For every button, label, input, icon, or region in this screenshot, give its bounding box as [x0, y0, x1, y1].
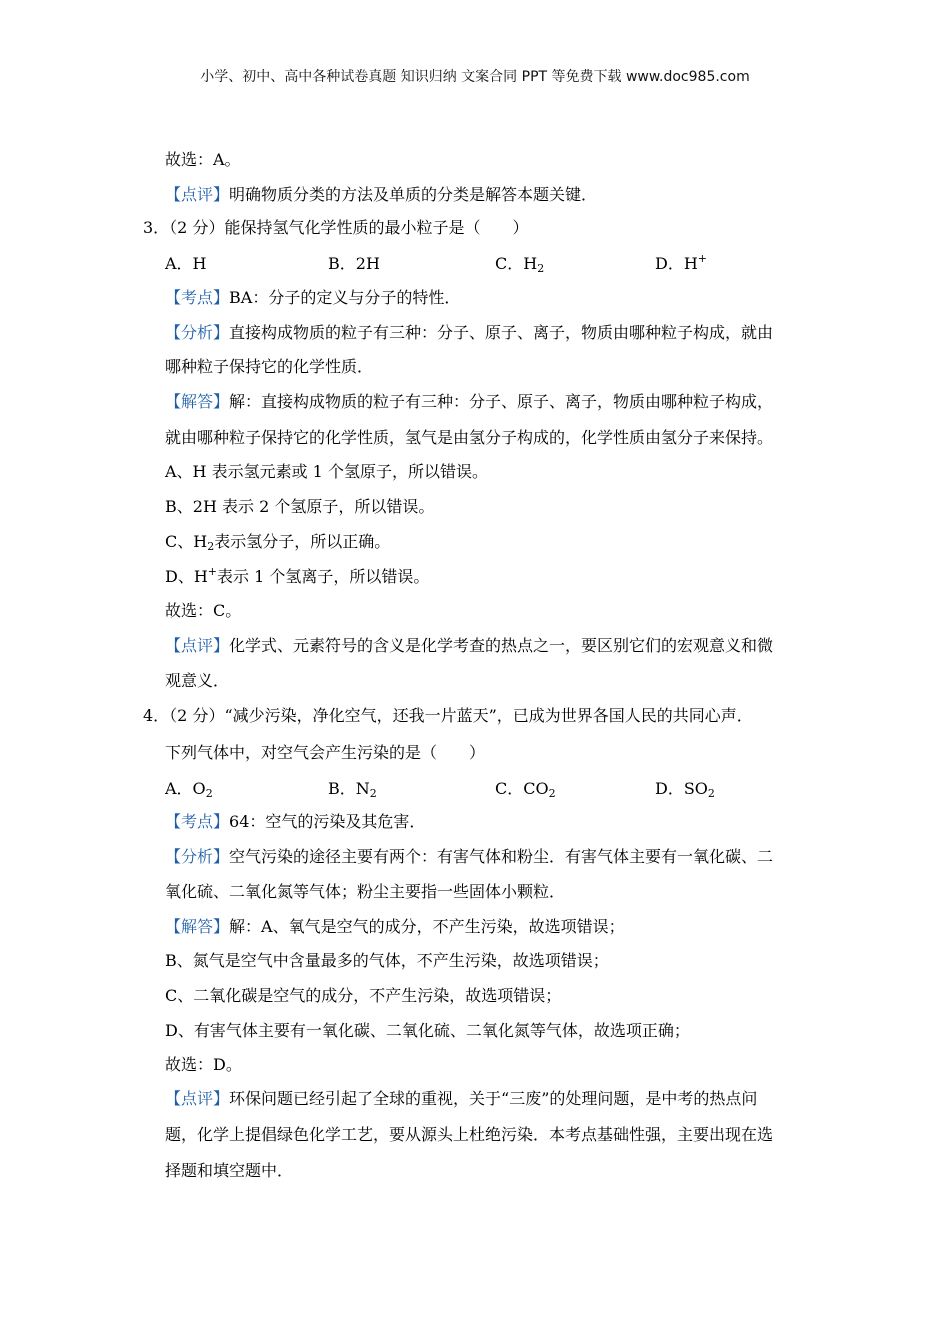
question-3-stem: 3．（2 分）能保持氢气化学性质的最小粒子是（ ）	[143, 218, 529, 237]
comment-tag: 【点评】	[165, 185, 230, 204]
prev-comment: 【点评】明确物质分类的方法及单质的分类是解答本题关键．	[165, 185, 598, 204]
q4-line-b: B、氮气是空气中含量最多的气体，不产生污染，故选项错误；	[165, 951, 609, 970]
option-c: C．$H_2$	[495, 254, 545, 275]
q4-dianping-2: 题，化学上提倡绿色化学工艺，要从源头上杜绝污染．本考点基础性强，主要出现在选	[165, 1125, 774, 1144]
q4-answer: 故选：D。	[165, 1055, 242, 1074]
option-a: A．$O_2$	[165, 779, 213, 800]
q4-fenxi-2: 氧化硫、二氧化氮等气体；粉尘主要指一些固体小颗粒．	[165, 882, 566, 901]
q3-line-c: C、$H_2$表示氢分子，所以正确。	[165, 532, 391, 553]
option-a: A．H	[165, 254, 207, 273]
q4-kaodian: 【考点】64：空气的污染及其危害．	[165, 812, 426, 831]
option-b: B．2H	[328, 254, 380, 273]
q3-kaodian: 【考点】BA：分子的定义与分子的特性．	[165, 288, 461, 307]
q3-fenxi-2: 哪种粒子保持它的化学性质．	[165, 357, 374, 376]
q4-line-d: D、有害气体主要有一氧化碳、二氧化硫、二氧化氮等气体，故选项正确；	[165, 1021, 690, 1040]
page-header: 小学、初中、高中各种试卷真题 知识归纳 文案合同 PPT 等免费下载 www.doc985.com	[200, 69, 750, 85]
option-c: C．$CO_2$	[495, 779, 556, 800]
prev-answer: 故选：A。	[165, 150, 241, 169]
question-4-stem-2: 下列气体中，对空气会产生污染的是（ ）	[165, 743, 486, 762]
q3-fenxi-1: 【分析】直接构成物质的粒子有三种：分子、原子、离子，物质由哪种粒子构成，就由	[165, 323, 774, 342]
question-4-stem-1: 4．（2 分）“减少污染，净化空气，还我一片蓝天”，已成为世界各国人民的共同心声．	[143, 706, 753, 725]
option-d: D．H+	[655, 252, 708, 273]
option-d: D．$SO_2$	[655, 779, 715, 800]
q4-fenxi-1: 【分析】空气污染的途径主要有两个：有害气体和粉尘．有害气体主要有一氧化碳、二	[165, 847, 774, 866]
q4-line-c: C、二氧化碳是空气的成分，不产生污染，故选项错误；	[165, 986, 562, 1005]
q3-dianping-1: 【点评】化学式、元素符号的含义是化学考查的热点之一，要区别它们的宏观意义和微	[165, 636, 774, 655]
q4-dianping-1: 【点评】环保问题已经引起了全球的重视，关于“三废”的处理问题，是中考的热点问	[165, 1089, 758, 1108]
q3-dianping-2: 观意义．	[165, 671, 230, 690]
q4-jieda-1: 【解答】解：A、氧气是空气的成分，不产生污染，故选项错误；	[165, 917, 625, 936]
q4-dianping-3: 择题和填空题中．	[165, 1161, 294, 1180]
q3-jieda-2: 就由哪种粒子保持它的化学性质，氢气是由氢分子构成的，化学性质由氢分子来保持。	[165, 428, 774, 447]
q3-line-a: A、H 表示氢元素或 1 个氢原子，所以错误。	[165, 462, 488, 481]
q3-jieda-1: 【解答】解：直接构成物质的粒子有三种：分子、原子、离子，物质由哪种粒子构成，	[165, 392, 774, 411]
q3-answer: 故选：C。	[165, 601, 242, 620]
q3-line-d: D、H+表示 1 个氢离子，所以错误。	[165, 565, 430, 586]
q3-line-b: B、2H 表示 2 个氢原子，所以错误。	[165, 497, 435, 516]
option-b: B．$N_2$	[328, 779, 377, 800]
